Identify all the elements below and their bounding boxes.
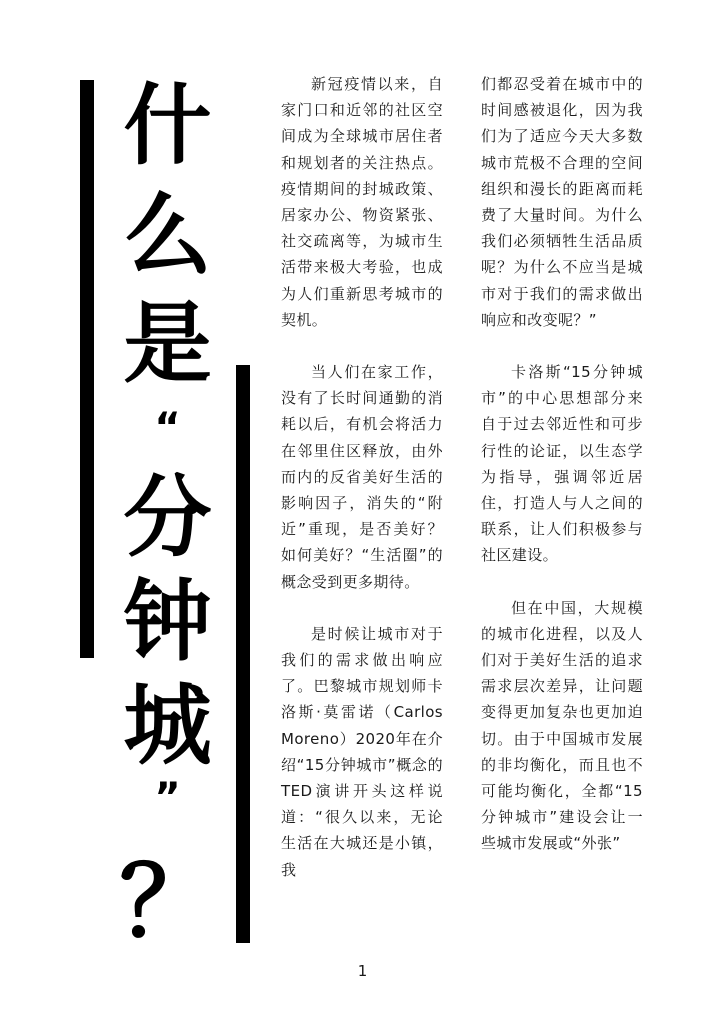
paragraph: 卡洛斯“15分钟城市”的中心思想部分来自于过去邻近性和可步行性的论证，以生态学为指导，强调邻近居住，打造人与人之间的联系，让人们积极参与社区建设。 [481, 363, 643, 565]
paragraph: 新冠疫情以来，自家门口和近邻的社区空间成为全球城市居住者和规划者的关注热点。疫情期间的封城政策、居家办公、物资紧张、社交疏离等，为城市生活带来极大考验，也成为人们重新思考城市的契机。 [281, 75, 443, 329]
title-char: 是 [123, 292, 212, 395]
title-char: 么 [123, 184, 212, 287]
title-open-quote: “ [154, 405, 181, 451]
body-column-left [281, 71, 443, 909]
left-decorative-bar [80, 80, 94, 658]
paragraph: 但在中国，大规模的城市化进程，以及人们对于美好生活的追求需求层次差异，让问题变得更加复杂也更加迫切。由于中国城市发展的非均衡化，而且也不可能均衡化，全都“15分钟城市”建设会让一些城市发展或“外张” [481, 598, 643, 853]
title-close-quote: ” [154, 775, 181, 821]
right-decorative-bar [236, 365, 250, 943]
page-number: 1 [357, 962, 368, 980]
title-char: 钟 [123, 570, 212, 673]
title-question-mark: ？ [119, 846, 216, 958]
title-char: 城 [123, 674, 212, 777]
paragraph-continued: 们都忍受着在城市中的时间感被退化，因为我们为了适应今天大多数城市荒极不合理的空间组织和漫长的距离而耗费了大量时间。为什么我们必须牺牲生活品质呢？为什么不应当是城市对于我们的需求做出响应和改变呢？” [481, 75, 643, 329]
body-column-right [481, 71, 643, 883]
paragraph: 是时候让城市对于我们的需求做出响应了。巴黎城市规划师卡洛斯·莫雷诺（Carlos Moreno）2020年在介绍“15分钟城市”概念的TED演讲开头这样说道：“很久以来，无论生活在大城还是小镇，我 [281, 624, 443, 879]
paragraph: 当人们在家工作，没有了长时间通勤的消耗以后，有机会将活力在邻里住区释放，由外而内的反省美好生活的影响因子，消失的“附近”重现，是否美好？如何美好？“生活圈”的概念受到更多期待。 [281, 363, 443, 591]
title-char: 什 [123, 74, 212, 177]
vertical-title [110, 70, 225, 958]
title-char: 分 [123, 466, 212, 569]
